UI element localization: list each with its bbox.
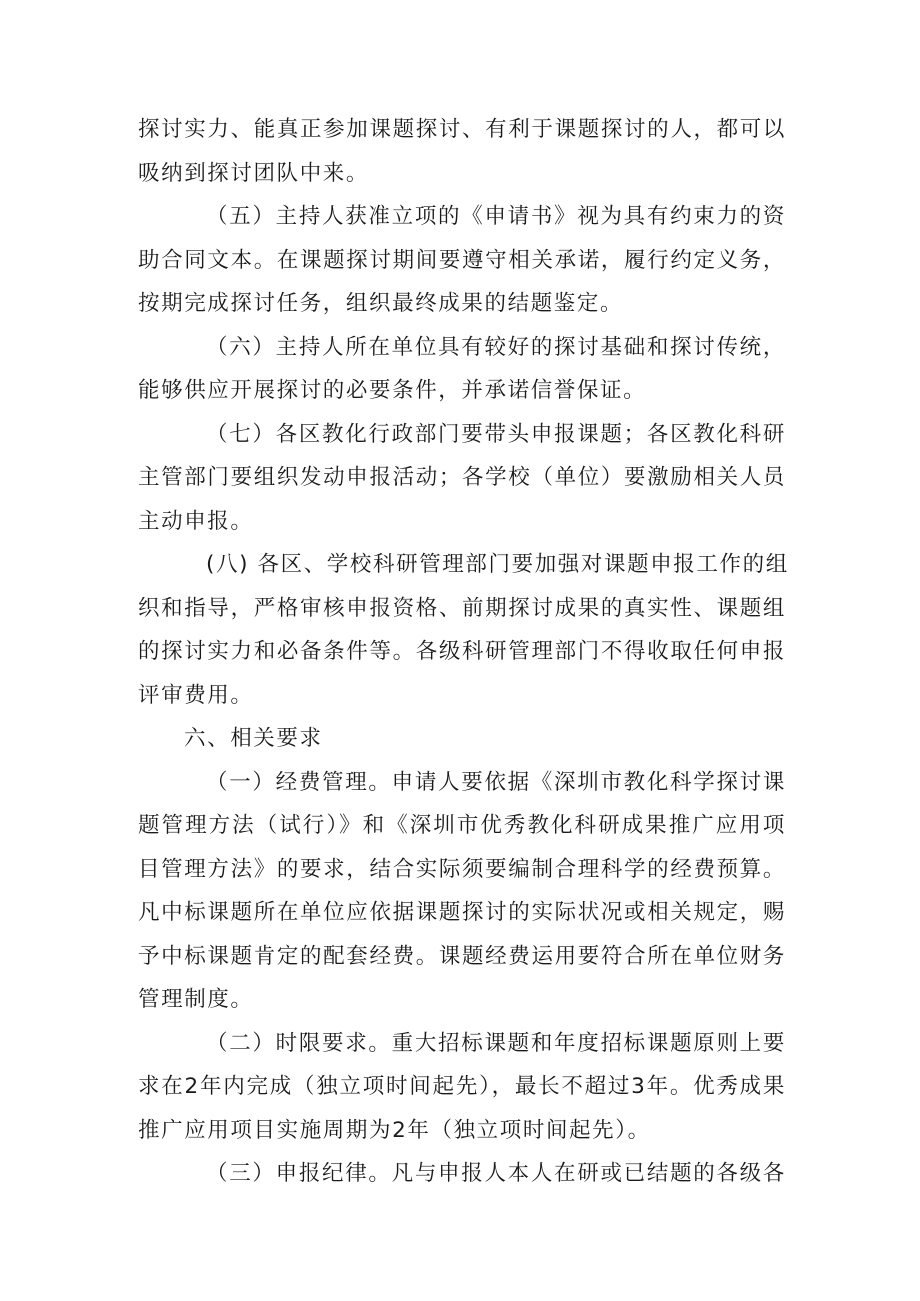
text-line: 的探讨实力和必备条件等。各级科研管理部门不得收取任何申报 xyxy=(138,639,786,664)
text-line: 目管理方法》的要求，结合实际须要编制合理科学的经费预算。 xyxy=(138,856,786,882)
text-line: （一）经费管理。申请人要依据《深圳市教化科学探讨课 xyxy=(206,769,786,795)
text-line: 主动申报。 xyxy=(138,508,254,534)
text-line: 主管部门要组织发动申报活动；各学校（单位）要激励相关人员 xyxy=(138,465,786,490)
document-body xyxy=(138,108,789,1196)
text-line: 予中标课题肯定的配套经费。课题经费运用要符合所在单位财务 xyxy=(138,943,786,969)
text-line: 评审费用。 xyxy=(138,682,254,708)
text-line: 求在2年内完成（独立项时间起先），最长不超过3年。优秀成果 xyxy=(138,1074,786,1099)
text-line: 吸纳到探讨团队中来。 xyxy=(138,160,370,186)
text-line: 管理制度。 xyxy=(138,987,254,1012)
text-line: （六）主持人所在单位具有较好的探讨基础和探讨传统， xyxy=(206,334,786,360)
text-line: 助合同文本。在课题探讨期间要遵守相关承诺，履行约定义务， xyxy=(138,247,786,273)
text-line: （三）申报纪律。凡与申报人本人在研或已结题的各级各 xyxy=(206,1161,786,1186)
text-line: 按期完成探讨任务，组织最终成果的结题鉴定。 xyxy=(138,291,624,316)
text-line: （二）时限要求。重大招标课题和年度招标课题原则上要 xyxy=(206,1030,786,1056)
text-line: (八) 各区、学校科研管理部门要加强对课题申报工作的组 xyxy=(206,552,789,577)
text-line: （五）主持人获准立项的《申请书》视为具有约束力的资 xyxy=(206,204,786,229)
text-line: 凡中标课题所在单位应依据课题探讨的实际状况或相关规定，赐 xyxy=(138,900,786,925)
text-line: 题管理方法（试行）》和《深圳市优秀教化科研成果推广应用项 xyxy=(138,813,786,838)
text-line: 织和指导，严格审核申报资格、前期探讨成果的真实性、课题组 xyxy=(138,595,786,621)
text-line: （七）各区教化行政部门要带头申报课题；各区教化科研 xyxy=(206,421,786,447)
section-heading: 六、相关要求 xyxy=(184,726,323,751)
text-line: 能够供应开展探讨的必要条件，并承诺信誉保证。 xyxy=(138,378,647,403)
text-line: 推广应用项目实施周期为2年（独立项时间起先）。 xyxy=(138,1117,651,1143)
text-line: 探讨实力、能真正参加课题探讨、有利于课题探讨的人，都可以 xyxy=(138,117,786,142)
